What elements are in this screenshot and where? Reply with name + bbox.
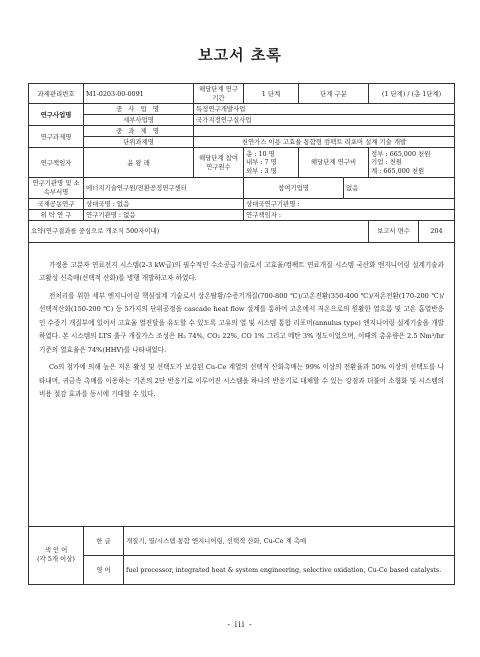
business-section-label: 연구사업명	[29, 104, 84, 126]
keywords-label-line2: (각 5개 이상)	[37, 555, 75, 564]
task-section-label: 연구과제명	[29, 126, 84, 148]
mid-business-label: 중 사 업 명	[84, 104, 194, 115]
summary-body	[29, 242, 455, 526]
research-cost-total: 계 : 665,000 천원	[371, 167, 425, 176]
international-country-value: 상대국명 : 없음	[84, 198, 244, 209]
page-number: - iii -	[227, 620, 253, 629]
keywords-english-value: fuel processor, integrated heat & system engineering, selective oxidation, Cu-Ce based catalysts.	[124, 555, 455, 584]
keywords-korean-label: 한 글	[84, 526, 124, 555]
research-cost-company: 기업 : 천원	[371, 158, 402, 167]
researcher-count-internal: 내부 : 7 명	[246, 158, 277, 167]
unit-task-label: 단위과제명	[84, 137, 194, 148]
project-number-label: 과제관리번호	[29, 84, 84, 104]
international-institution-value: 상대국연구기관명 :	[244, 198, 455, 209]
consignment-research-label: 위 탁 연 구	[29, 209, 84, 220]
lead-researcher-name: 윤 왕 래	[84, 148, 194, 178]
researcher-count-value	[244, 148, 299, 178]
research-cost-value	[369, 148, 455, 178]
big-task-label: 중 과 제 명	[84, 126, 194, 137]
detail-business-value: 국가지정연구실사업	[194, 115, 455, 126]
big-task-value	[194, 126, 455, 137]
consignment-institution-value: 연구기관명 : 없음	[84, 209, 244, 220]
summary-paragraph-1: 가정용 고분자 연료전지 시스템(2-3 kW급)의 필수적인 수소공급기술로서 고효율/컴팩트 연료개질 시스템 국산화 엔지니어링 설계기술과 고활성 신촉매(선택적 산화)를 병행 개발하고자 하였다.	[39, 260, 445, 283]
participating-company-value: 없음	[344, 178, 455, 198]
lead-researcher-label: 연구책임자	[29, 148, 84, 178]
organization-label: 연구기관명 및 소속부서명	[29, 178, 84, 198]
stage-class-value: (1 단계) / (총 1단계)	[369, 84, 455, 104]
report-pages-value: 204	[419, 220, 455, 242]
page-title: 보고서 초록	[198, 46, 282, 64]
stage-period-value: 1 단계	[244, 84, 299, 104]
mid-business-value: 특정연구개발사업	[194, 104, 455, 115]
unit-task-value: 천연가스 이용 고효율 통합형 컴팩트 리포머 설계 기술 개발	[194, 137, 455, 148]
project-number-row	[29, 84, 455, 104]
summary-paragraph-2: 전처리를 위한 세부 엔지니어링 핵심설계 기술로서 상온탈황/수증기개질(700-800 ℃)/고온전환(350-400 ℃)/저온전환(170-200 ℃)/선택적산화(150-200 ℃) 등 5가지의 단위공정을 cascade heat flow 설계를 통하여 고온에서 저온으로의 원활한 열흐름 및 고온 흡열반응인 수증기 개질부에 있어서 고효율 열전달을 유도할 수 있도록 고유의 열 및 시스템 통합 리포머(annulus type) 엔지니어링 설계기술을 개발하였다. 본 시스템의 LTS 출구 개질가스 조성은 H₂ 74%, CO₂ 22%, CO 1% 그리고 메탄 3% 정도이었으며, 이때의 총유량은 2.5 Nm³/hr 기준의 열효율은 74%(HHV)를 나타내었다.	[39, 291, 445, 354]
research-cost-gov: 정부 : 665,000 천원	[371, 149, 431, 158]
keywords-label	[29, 526, 84, 584]
researcher-count-external: 외부 : 3 명	[246, 167, 277, 176]
participating-company-label: 참여기업명	[244, 178, 344, 198]
organization-value: 에너지기술연구원/전환공정연구센터	[84, 178, 244, 198]
stage-class-label: 단계 구분	[299, 84, 369, 104]
research-cost-label: 해당단계 연구비	[299, 148, 369, 178]
keywords-korean-value: 개질기, 열/시스템 통합 엔지니어링, 선택적 산화, Cu-Ce 계 촉매	[124, 526, 455, 555]
summary-paragraph-3: Co의 첨가에 의해 높은 저온 활성 및 선택도가 보강된 Cu-Ce 계열의 선택적 산화촉매는 99% 이상의 전환율과 50% 이상의 선택도를 나타내며, 귀금속 촉매를 이용하는 기존의 2단 반응기로 이루어진 시스템을 하나의 반응기로 대체할 수 있는 강점과 더불어 소형화 및 시스템의 비용 절감 효과를 동시에 기대할 수 있다.	[39, 363, 445, 399]
researcher-count-label: 해당단계 참여연구원수	[194, 148, 244, 178]
detail-business-label: 세부사업명	[84, 115, 194, 126]
researcher-count-total: 총 : 10 명	[246, 149, 275, 158]
report-pages-label: 보고서 면수	[369, 220, 419, 242]
stage-period-label: 해당단계 연구기간	[194, 84, 244, 104]
international-research-label: 국제공동연구	[29, 198, 84, 209]
keywords-label-line1: 색 인 어	[44, 546, 68, 555]
consignment-researcher-value: 연구책임자 :	[244, 209, 455, 220]
project-number-value: M1-0203-00-0091	[84, 84, 194, 104]
report-abstract-table	[28, 83, 455, 585]
summary-heading: 요약(연구결과를 중심으로 개조식 500자이내)	[29, 220, 369, 242]
keywords-english-label: 영 어	[84, 555, 124, 584]
